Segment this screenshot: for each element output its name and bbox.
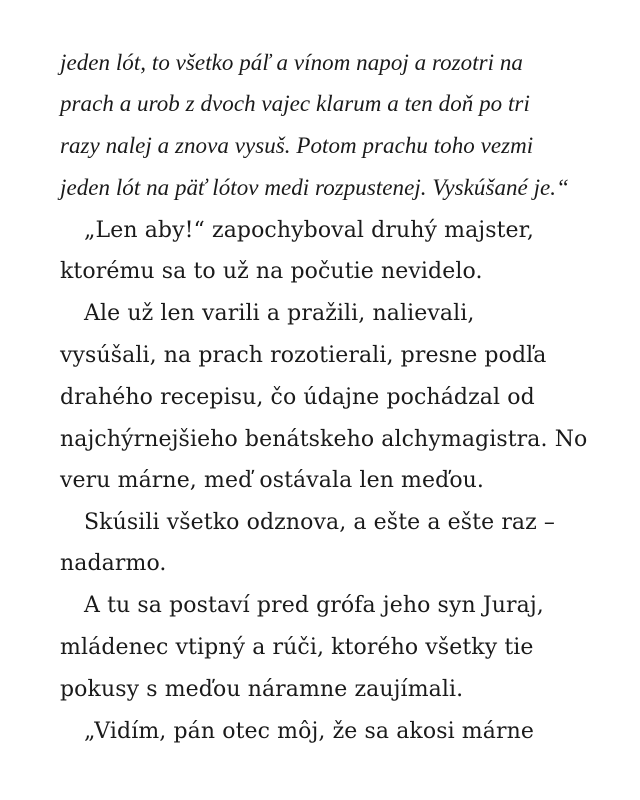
paragraph-line: pokusy s meďou náramne zaujímali.: [60, 677, 464, 702]
paragraph-line: nadarmo.: [60, 551, 167, 576]
italic-line: prach a urob z dvoch vajec klarum a ten doň po tri: [60, 91, 530, 116]
italic-line: jeden lót na päť lótov medi rozpustenej. Vyskúšané je.“: [60, 175, 569, 200]
paragraph-line: najchýrnejšieho benátskeho alchymagistra. No: [60, 427, 588, 452]
paragraph-line: drahého recepisu, čo údajne pochádzal od: [60, 385, 535, 410]
paragraph-line: ktorému sa to už na počutie nevidelo.: [60, 259, 483, 284]
paragraph-line: veru márne, meď ostávala len meďou.: [60, 468, 485, 493]
italic-line: jeden lót, to všetko páľ a vínom napoj a rozotri na: [60, 50, 523, 75]
paragraph-line: Ale už len varili a pražili, nalievali,: [84, 301, 475, 326]
paragraph-line: vysúšali, na prach rozotierali, presne podľa: [60, 343, 547, 368]
paragraph-line: Skúsili všetko odznova, a ešte a ešte raz –: [84, 510, 556, 535]
paragraph-line: „Vidím, pán otec môj, že sa akosi márne: [84, 719, 534, 744]
italic-line: razy nalej a znova vysuš. Potom prachu toho vezmi: [60, 133, 534, 158]
paragraph-line: mládenec vtipný a rúči, ktorého všetky tie: [60, 635, 534, 660]
paragraph-line: „Len aby!“ zapochyboval druhý majster,: [84, 218, 534, 243]
paragraph-line: A tu sa postaví pred grófa jeho syn Juraj,: [84, 593, 544, 618]
